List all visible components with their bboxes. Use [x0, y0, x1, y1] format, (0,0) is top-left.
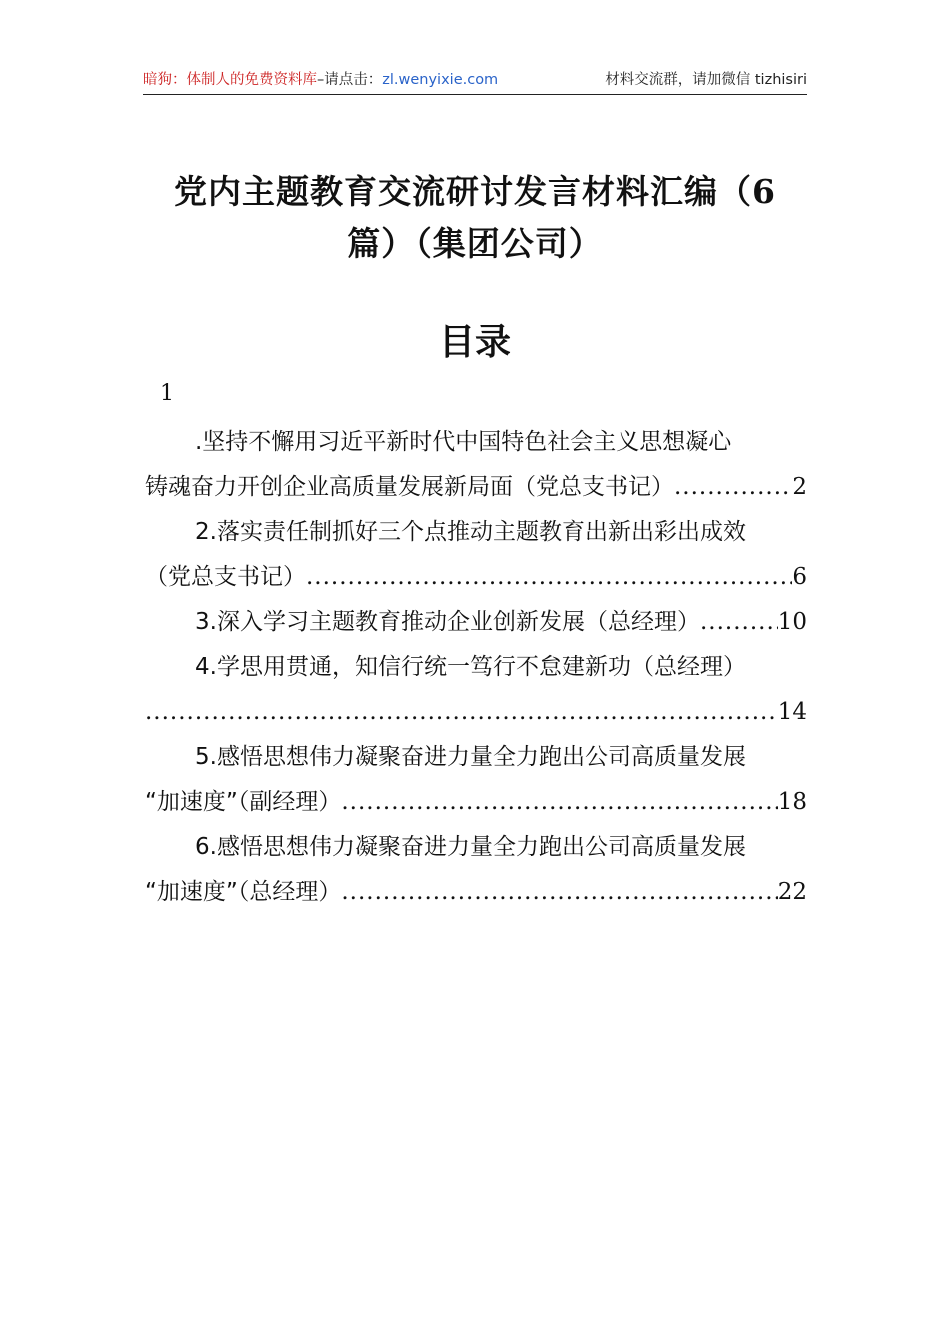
toc-entry-5-line1[interactable]: 5.感悟思想伟力凝聚奋进力量全力跑出公司高质量发展: [195, 744, 746, 770]
toc-entry-2-line1[interactable]: 2.落实责任制抓好三个点推动主题教育出新出彩出成效: [195, 519, 746, 545]
toc-entry-text: 3.深入学习主题教育推动企业创新发展（总经理）: [195, 609, 700, 635]
header-wechat-note: 材料交流群，请加微信 tizhisiri: [605, 72, 807, 88]
toc-leader-dots: [700, 600, 778, 645]
toc-first-number: 1: [160, 381, 174, 406]
toc-entry-text: “加速度”（副经理）: [145, 789, 342, 815]
table-of-contents: [145, 420, 807, 915]
toc-heading: 目录: [438, 321, 511, 363]
toc-entry-2-line2[interactable]: [145, 555, 807, 600]
toc-page-number: 2: [792, 474, 807, 500]
toc-entry-6-line1[interactable]: 6.感悟思想伟力凝聚奋进力量全力跑出公司高质量发展: [195, 834, 746, 860]
toc-entry-text: 铸魂奋力开创企业高质量发展新局面（党总支书记）: [145, 474, 674, 500]
toc-entry-6-line2[interactable]: [145, 870, 807, 915]
toc-entry-4-line1[interactable]: 4.学思用贯通，知信行统一笃行不怠建新功（总经理）: [195, 654, 746, 680]
toc-page-number: 22: [777, 879, 807, 905]
document-title: 党内主题教育交流研讨发言材料汇编（6篇）（集团公司）: [174, 172, 776, 263]
toc-page-number: 18: [777, 789, 807, 815]
toc-leader-dots: [341, 780, 777, 825]
toc-entry-text: “加速度”（总经理）: [145, 879, 342, 905]
toc-page-number: 14: [777, 699, 807, 725]
page-header: [143, 68, 807, 95]
toc-page-number: 6: [792, 564, 807, 590]
toc-entry-1-line2[interactable]: [145, 465, 807, 510]
header-url-link[interactable]: zl.wenyixie.com: [382, 72, 499, 88]
header-prompt: –请点击：: [317, 72, 383, 88]
toc-leader-dots: [674, 465, 792, 510]
toc-leader-dots: [306, 555, 792, 600]
toc-entry-1-line1[interactable]: .坚持不懈用习近平新时代中国特色社会主义思想凝心: [195, 429, 732, 455]
toc-entry-text: （党总支书记）: [145, 564, 306, 590]
header-site-name: 暗狗：体制人的免费资料库: [143, 72, 317, 88]
toc-leader-dots: [145, 690, 778, 735]
toc-page-number: 10: [777, 609, 807, 635]
toc-entry-3[interactable]: [145, 600, 807, 645]
toc-entry-5-line2[interactable]: [145, 780, 807, 825]
toc-entry-4-line2[interactable]: [145, 690, 807, 735]
toc-leader-dots: [341, 870, 777, 915]
